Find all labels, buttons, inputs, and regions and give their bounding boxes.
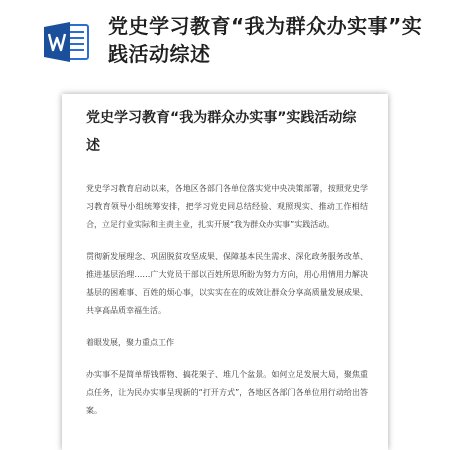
document-body: [86, 104, 368, 434]
section-subheading: 着眼发展，聚力重点工作: [86, 338, 174, 347]
paragraph-2: 贯彻新发展理念、巩固脱贫攻坚成果、保障基本民生需求、深化政务服务改革、推进基层治理……广大党员干部以百姓所思所盼为努力方向，用心用情用力解决基层的困难事、百姓的烦心事，以实实在在的成效让群众分享高质量发展成果、共享高品质幸福生活。: [86, 252, 368, 315]
document-heading: 党史学习教育“我为群众办实事”实践活动综述: [86, 110, 357, 154]
word-document-icon: [44, 22, 90, 62]
paragraph-3: 办实事不是简单帮钱帮物、搞花架子、堆几个盆景。如何立足发展大局，聚焦重点任务，让为民办实事呈现新的“打开方式”，各地区各部门各单位用行动给出答案。: [86, 370, 368, 415]
paragraph-1: 党史学习教育启动以来，各地区各部门各单位落实党中央决策部署，按照党史学习教育领导小组统筹安排，把学习党史同总结经验、观照现实、推动工作相结合，立足行业实际和主责主业，扎实开展“我为群众办实事”实践活动。: [86, 184, 368, 229]
document-page: [62, 94, 388, 450]
header: [0, 0, 450, 82]
document-title: 党史学习教育“我为群众办实事”实践活动综述: [108, 14, 423, 66]
